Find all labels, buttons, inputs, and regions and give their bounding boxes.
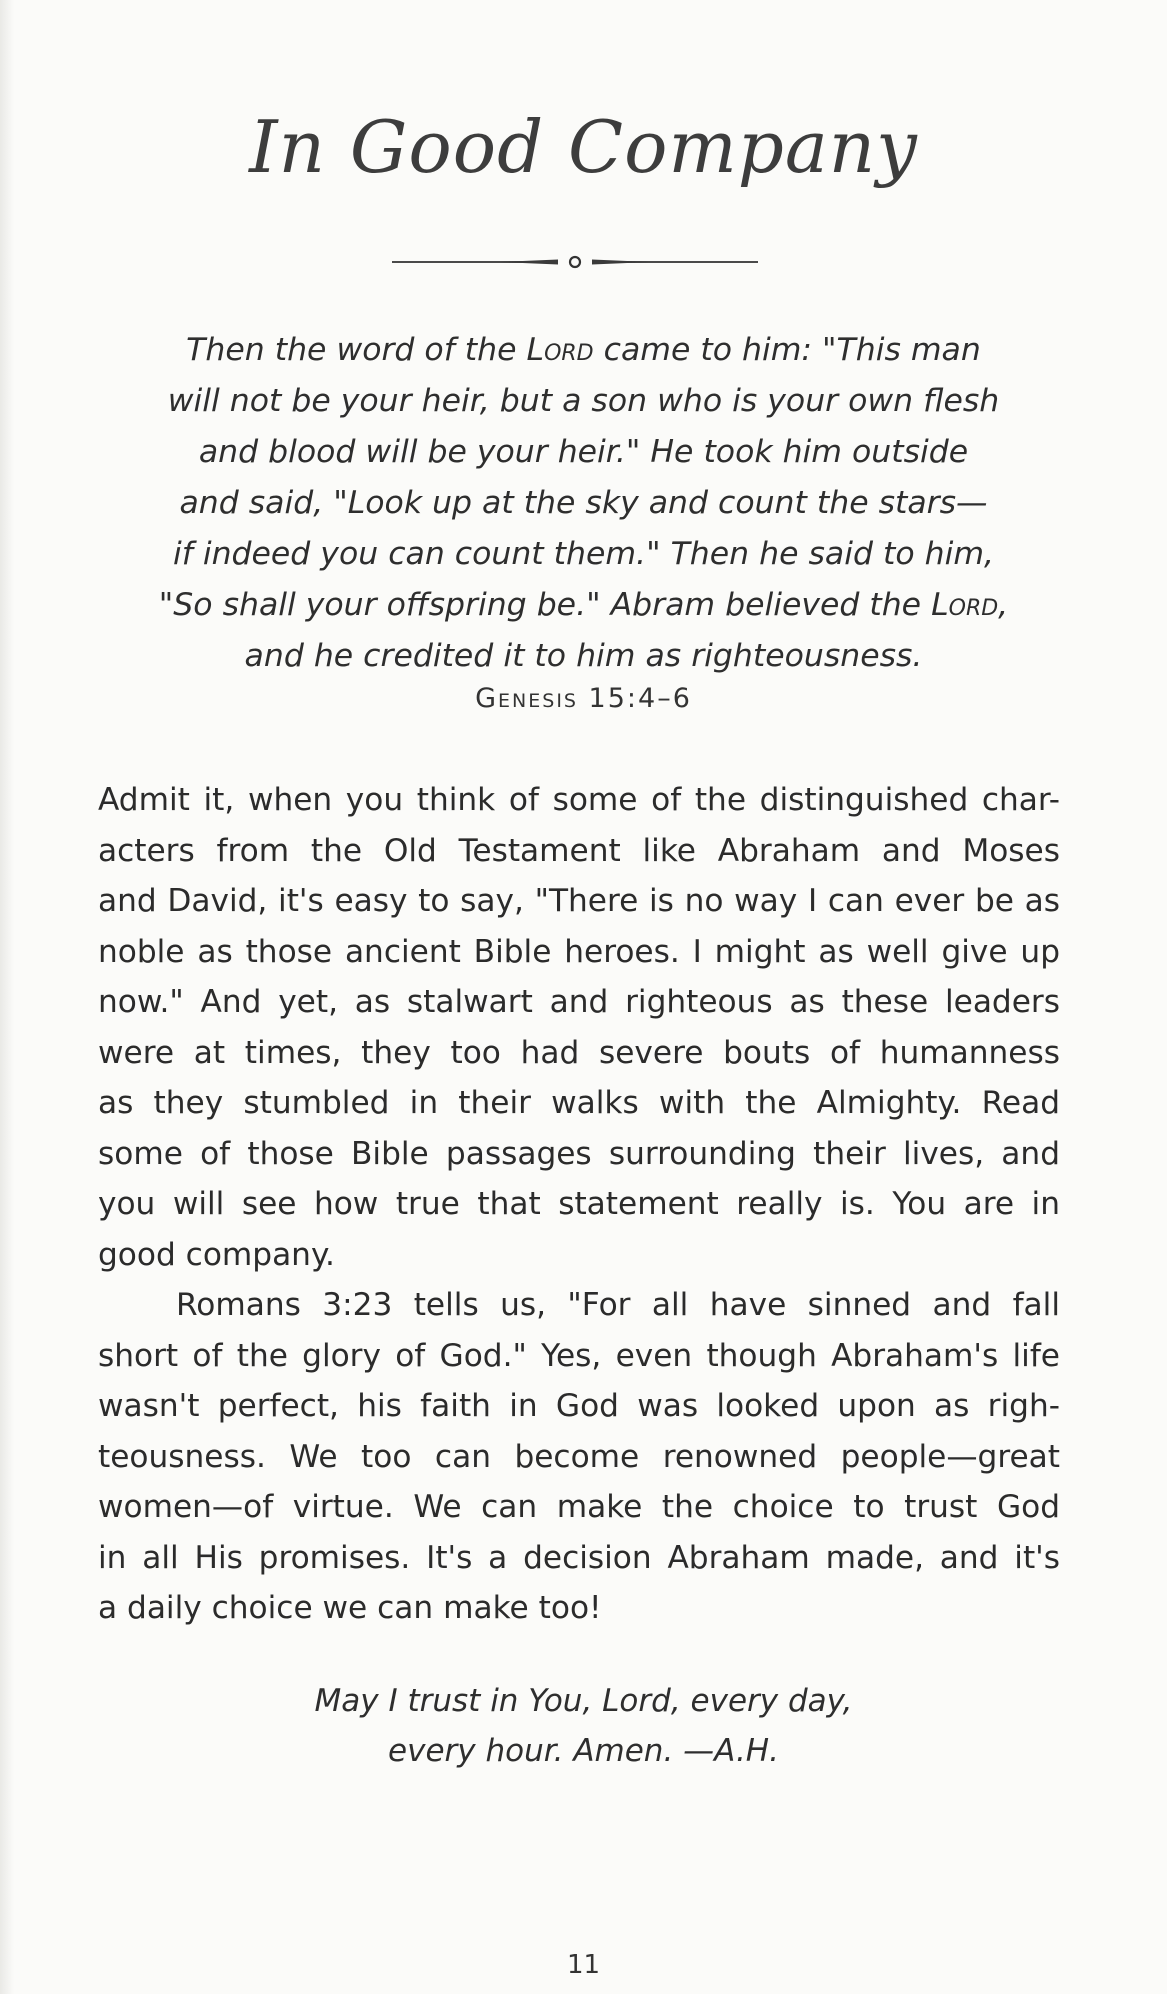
scripture-quote — [110, 325, 1057, 682]
body-line: some of those Bible passages surrounding their lives, and — [98, 1135, 1060, 1172]
verse-line: and said, "Look up at the sky and count the stars— — [179, 485, 988, 521]
page-title: In Good Company — [249, 105, 918, 189]
body-line: and David, it's easy to say, "There is no way I can ever be as — [98, 883, 1060, 919]
body-line: a daily choice we can make too! — [98, 1590, 602, 1626]
divider-ornament-icon — [390, 252, 760, 272]
body-line: noble as those ancient Bible heroes. I might as well give up — [98, 933, 1060, 970]
body-line: now." And yet, as stalwart and righteous as these leaders — [98, 984, 1060, 1020]
body-line: acters from the Old Testament like Abraham and Moses — [98, 832, 1060, 869]
body-line: wasn't perfect, his faith in God was looked upon as righ- — [98, 1388, 1060, 1424]
body-line: short of the glory of God." Yes, even though Abraham's life — [98, 1337, 1060, 1374]
body-line: Admit it, when you think of some of the distinguished char- — [98, 782, 1060, 818]
verse-line: "So shall your offspring be." Abram believed the Lord, — [158, 587, 1009, 623]
body-line: women—of virtue. We can make the choice to trust God — [98, 1489, 1060, 1525]
body-line: in all His promises. It's a decision Abraham made, and it's — [98, 1539, 1060, 1576]
verse-line: and he credited it to him as righteousness. — [244, 638, 923, 674]
body-line: Romans 3:23 tells us, "For all have sinned and fall — [176, 1287, 1060, 1323]
devotional-body — [98, 775, 1060, 1634]
closing-prayer — [0, 1676, 1167, 1776]
body-line: were at times, they too had severe bouts of humanness — [98, 1034, 1060, 1071]
verse-line: will not be your heir, but a son who is your own flesh — [167, 383, 1000, 419]
scripture-reference: Genesis 15:4–6 — [475, 683, 692, 714]
body-line: you will see how true that statement really is. You are in — [98, 1186, 1060, 1222]
body-line: teousness. We too can become renowned people—great — [98, 1438, 1060, 1475]
verse-line: Then the word of the Lord came to him: "This man — [186, 332, 981, 368]
body-line: good company. — [98, 1236, 335, 1273]
prayer-line: May I trust in You, Lord, every day, — [314, 1683, 853, 1719]
verse-line: if indeed you can count them." Then he said to him, — [172, 536, 995, 572]
body-line: as they stumbled in their walks with the Almighty. Read — [98, 1085, 1060, 1121]
verse-line: and blood will be your heir." He took him outside — [198, 434, 969, 470]
prayer-line: every hour. Amen. —A.H. — [388, 1733, 779, 1769]
page-number: 11 — [566, 1950, 601, 1980]
